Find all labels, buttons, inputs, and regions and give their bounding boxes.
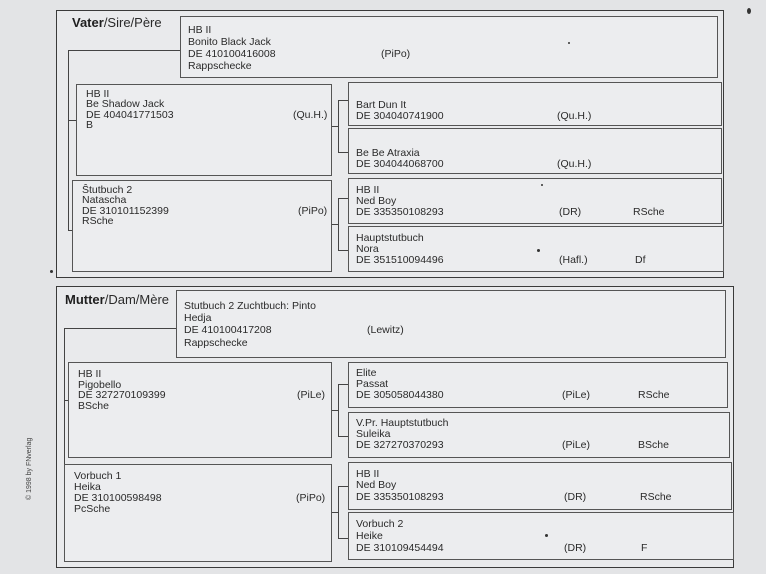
coat-color: RSche	[640, 491, 672, 503]
registry: HB II	[188, 24, 212, 36]
connector-line	[332, 410, 338, 411]
breed: (PiPo)	[296, 492, 326, 504]
dam-dam-box	[64, 464, 332, 562]
life-number: DE 310100598498	[74, 492, 162, 504]
connector-line	[332, 512, 338, 513]
breed: (Lewitz)	[367, 324, 404, 336]
breed: (PiPo)	[381, 48, 411, 60]
life-number: DE 310101152399	[82, 205, 169, 217]
coat-color: RSche	[638, 389, 670, 401]
horse-name: Pigobello	[78, 379, 122, 391]
sire-sire-sire-box	[348, 82, 722, 126]
coat-color: BSche	[638, 439, 669, 451]
dam-dam-sire-box	[348, 462, 732, 510]
breed: (Qu.H.)	[557, 158, 592, 170]
life-number: DE 304040741900	[356, 110, 444, 122]
life-number: DE 335350108293	[356, 206, 444, 218]
coat-color: F	[641, 542, 648, 554]
horse-name: Bart Dun It	[356, 99, 407, 111]
horse-name: Ned Boy	[356, 195, 397, 207]
horse-name: Hedja	[184, 312, 212, 324]
registry: Elite	[356, 367, 377, 379]
horse-name: Be Shadow Jack	[86, 98, 165, 110]
life-number: DE 410100416008	[188, 48, 276, 60]
connector-line	[338, 198, 348, 199]
speck	[50, 270, 53, 273]
breed: (PiLe)	[562, 439, 591, 451]
registry: Vorbuch 2	[356, 518, 404, 530]
horse-name: Nora	[356, 243, 379, 255]
sire-sire-box	[76, 84, 332, 176]
copyright-text: © 1998 by FNverlag	[26, 437, 33, 500]
registry: Vorbuch 1	[74, 470, 122, 482]
life-number: DE 305058044380	[356, 389, 444, 401]
connector-line	[338, 486, 339, 538]
connector-line	[338, 486, 348, 487]
dam-sire-sire-box	[348, 362, 728, 408]
life-number: DE 304044068700	[356, 158, 444, 170]
speck	[541, 184, 543, 186]
horse-name: Suleika	[356, 428, 391, 440]
speck	[537, 249, 540, 252]
life-number: DE 327270109399	[78, 389, 166, 401]
connector-line	[338, 384, 339, 436]
connector-line	[68, 50, 69, 230]
connector-line	[64, 328, 176, 329]
coat-color: Rappschecke	[184, 337, 248, 349]
life-number: DE 404041771503	[86, 109, 174, 121]
coat-color: Rappschecke	[188, 60, 252, 72]
speck	[568, 42, 570, 44]
dam-sire-box	[68, 362, 332, 458]
horse-name: Natascha	[82, 194, 127, 206]
horse-name: Heike	[356, 530, 383, 542]
breed: (DR)	[564, 542, 587, 554]
life-number: DE 335350108293	[356, 491, 444, 503]
sire-dam-dam-box	[348, 226, 724, 272]
connector-line	[338, 384, 348, 385]
registry: HB II	[78, 368, 102, 380]
sire-section-title: Vater/Sire/Père	[72, 15, 162, 30]
registry: HB II	[86, 88, 110, 100]
breed: (PiLe)	[297, 389, 326, 401]
sire-dam-sire-box	[348, 178, 722, 224]
connector-line	[338, 100, 348, 101]
life-number: DE 410100417208	[184, 324, 272, 336]
coat-color: Df	[635, 254, 646, 266]
connector-line	[332, 224, 338, 225]
connector-line	[338, 198, 339, 250]
connector-line	[64, 328, 65, 482]
connector-line	[338, 436, 348, 437]
sire-box	[180, 16, 718, 78]
sire-dam-box	[72, 180, 332, 272]
breed: (Qu.H.)	[293, 109, 328, 121]
coat-color: RSche	[82, 215, 114, 227]
breed: (PiPo)	[298, 205, 328, 217]
dam-section-title: Mutter/Dam/Mère	[65, 292, 170, 307]
registry: Stutbuch 2 Zuchtbuch: Pinto	[184, 300, 316, 312]
connector-line	[338, 538, 348, 539]
breed: (Qu.H.)	[557, 110, 592, 122]
registry: Ŝtutbuch 2	[82, 184, 133, 196]
connector-line	[338, 100, 339, 152]
coat-color: PcSche	[74, 503, 111, 515]
connector-line	[68, 120, 76, 121]
horse-name: Be Be Atraxia	[356, 147, 420, 159]
horse-name: Bonito Black Jack	[188, 36, 271, 48]
connector-line	[332, 126, 338, 127]
connector-line	[338, 152, 348, 153]
coat-color: RSche	[633, 206, 665, 218]
registry: HB II	[356, 468, 380, 480]
speck	[747, 8, 751, 14]
life-number: DE 351510094496	[356, 254, 444, 266]
horse-name: Ned Boy	[356, 479, 397, 491]
breed: (DR)	[559, 206, 582, 218]
speck	[545, 534, 548, 537]
sire-sire-dam-box	[348, 128, 722, 174]
dam-sire-dam-box	[348, 412, 730, 458]
horse-name: Passat	[356, 378, 389, 390]
registry: Hauptstutbuch	[356, 232, 424, 244]
life-number: DE 310109454494	[356, 542, 444, 554]
registry: V.Pr. Hauptstutbuch	[356, 417, 449, 429]
connector-line	[338, 250, 348, 251]
breed: (Hafl.)	[559, 254, 588, 266]
coat-color: B	[86, 119, 94, 131]
horse-name: Heika	[74, 481, 101, 493]
dam-dam-dam-box	[348, 512, 734, 560]
breed: (PiLe)	[562, 389, 591, 401]
breed: (DR)	[564, 491, 587, 503]
dam-box	[176, 290, 726, 358]
coat-color: BSche	[78, 400, 109, 412]
life-number: DE 327270370293	[356, 439, 444, 451]
connector-line	[68, 50, 180, 51]
registry: HB II	[356, 184, 380, 196]
